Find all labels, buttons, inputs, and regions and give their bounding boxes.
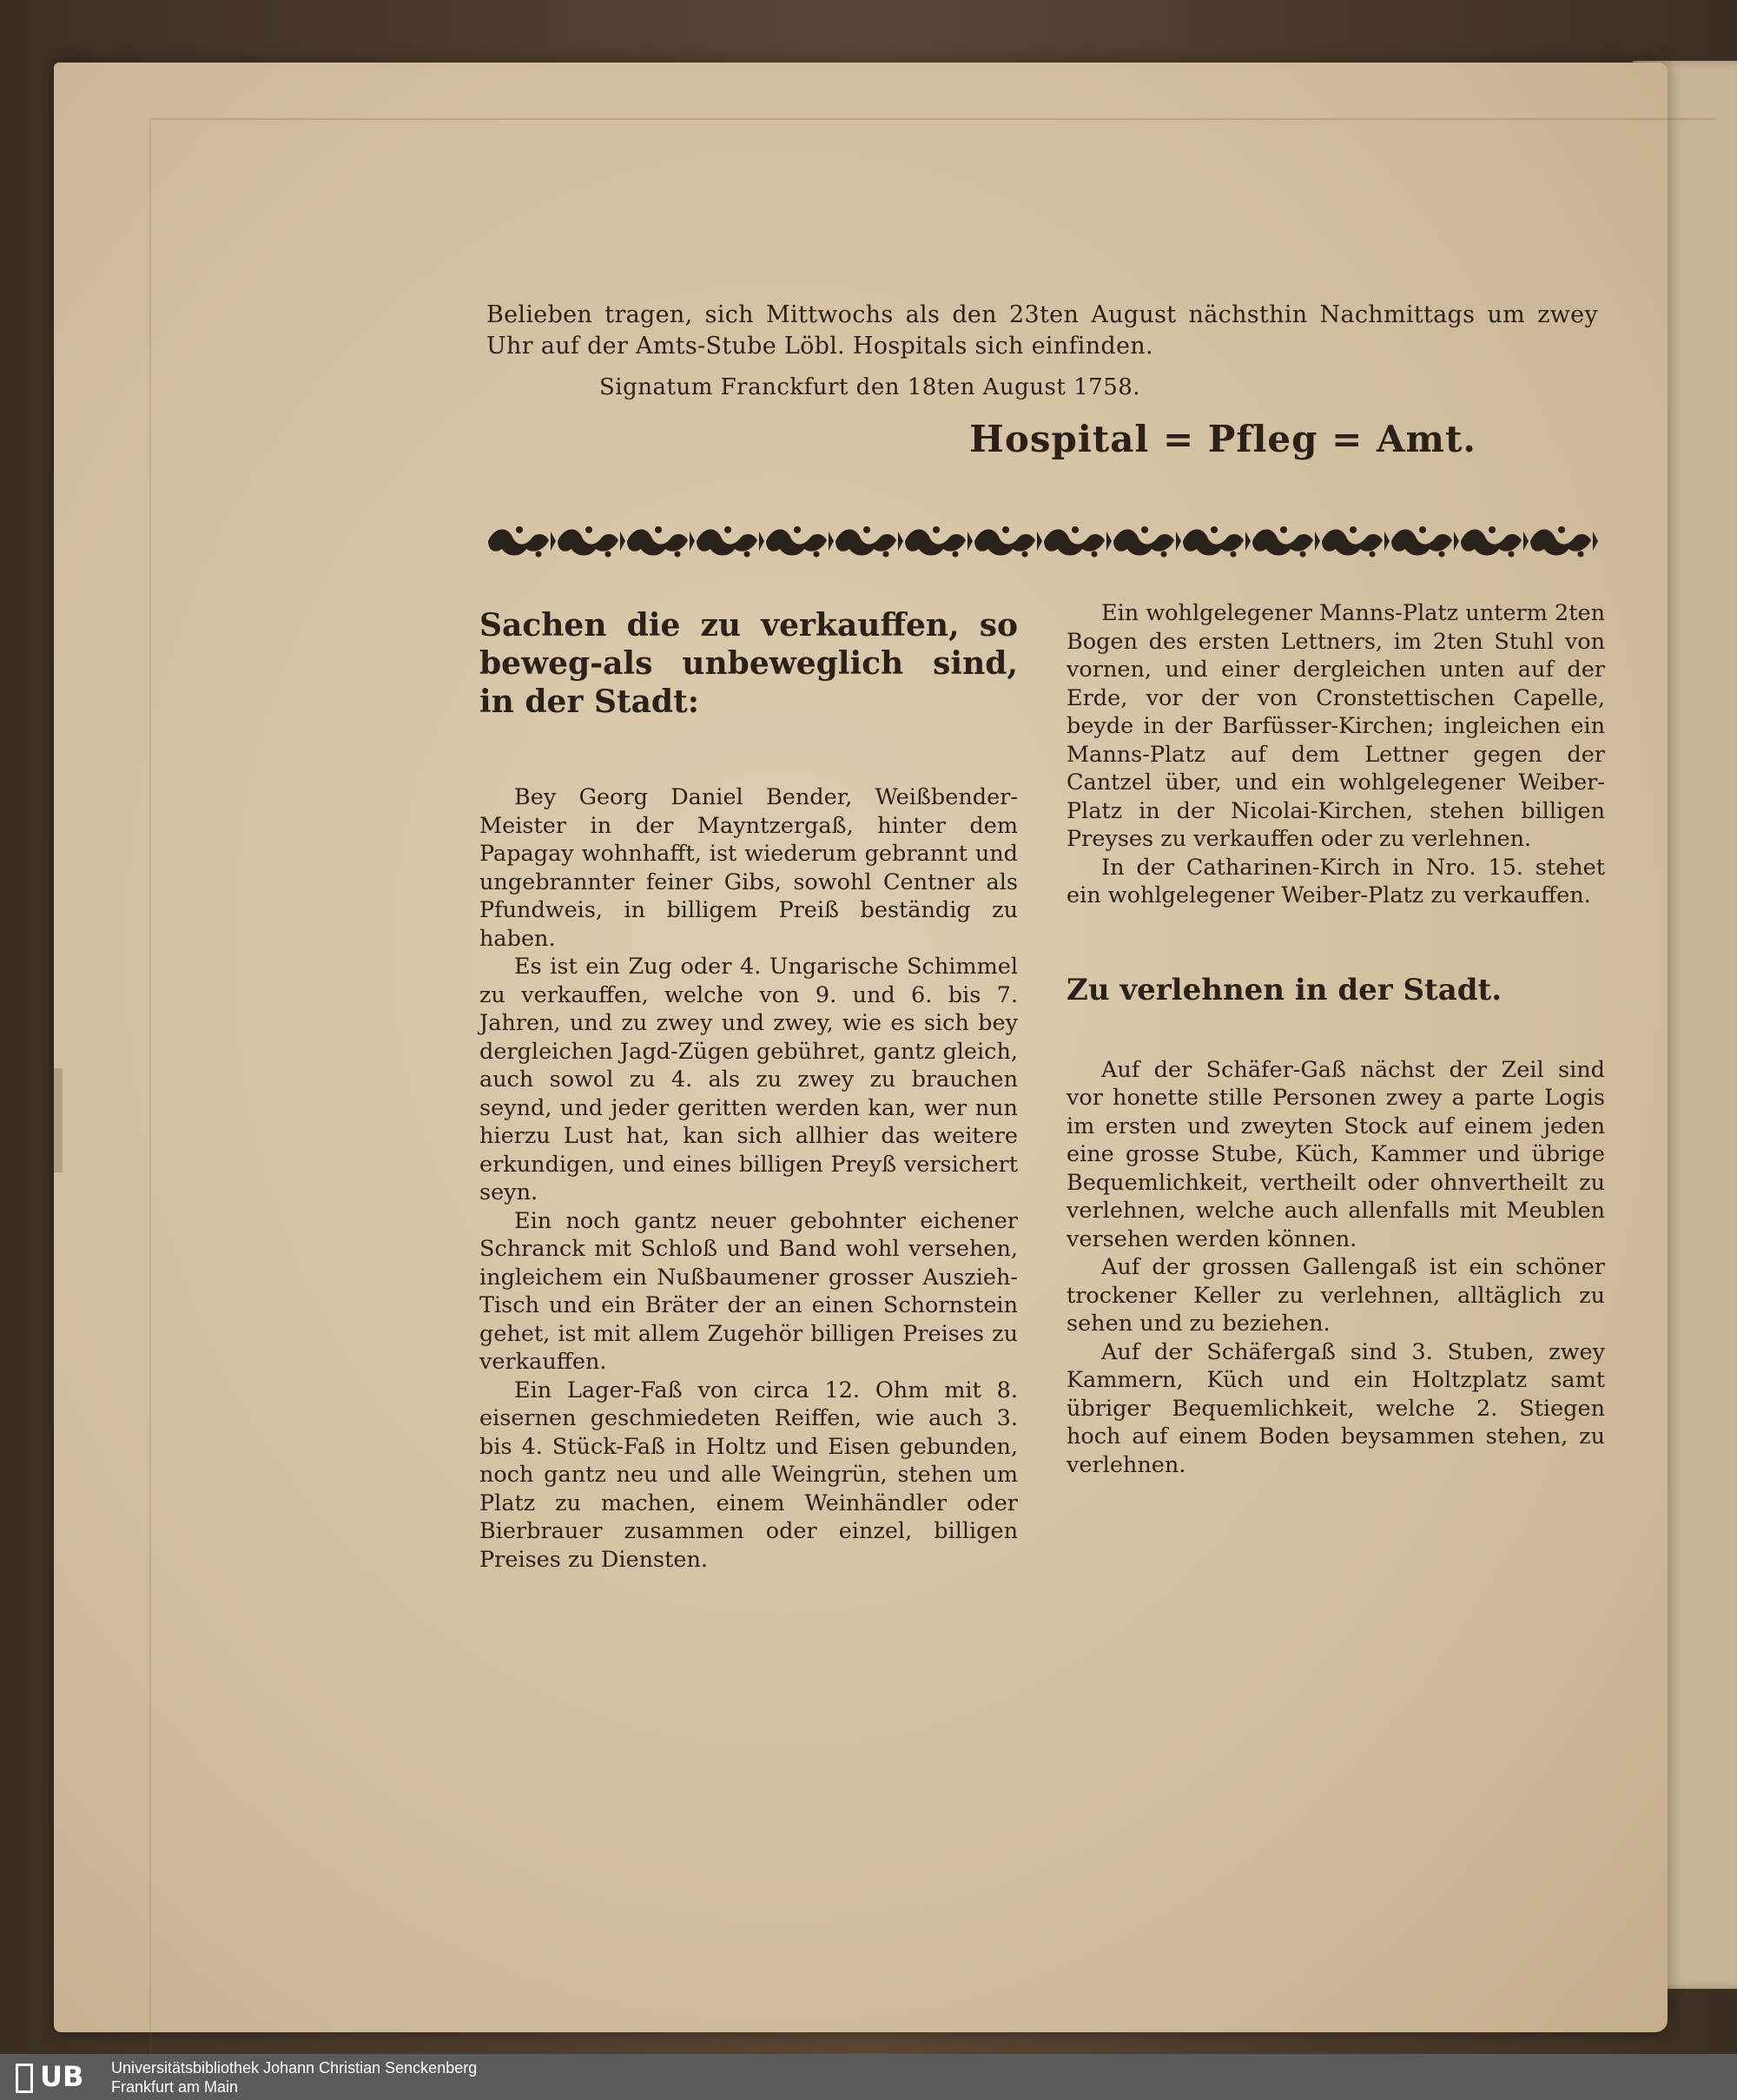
- library-footer-bar: [0, 2054, 1737, 2100]
- ad-barrels: Ein Lager-Faß von circa 12. Ohm mit 8. eisernen geschmiedeten Reiffen, wie auch 3. bis 4. Stück-Faß in Holtz und Eisen gebunden, noch gantz neu und alle Weingrün, stehen um Platz zu machen, einem Weinhändler oder Bierbrauer zusammen oder einzel, billigen Preises zu Diensten.: [479, 1377, 1018, 1573]
- ad-cellar: Auf der grossen Gallengaß ist ein schöner trockener Keller zu verlehnen, alltäglich zu sehen und zu beziehen.: [1067, 1254, 1605, 1337]
- left-column: [479, 599, 1018, 1574]
- footer-credit: [111, 2058, 477, 2097]
- page-header-text: [486, 300, 1598, 460]
- ad-lodgings: Auf der Schäfer-Gaß nächst der Zeil sind vor honette stille Personen zwey a parte Logis im ersten und zweyten Stock auf einem jeden eine grosse Stube, Küch, Kammer und übrige Bequemlichkeit, vertheilt oder ohnvertheilt zu verlehnen, welche auch allenfalls mit Meublen versehen werden können.: [1067, 1056, 1605, 1252]
- right-column: [1067, 599, 1605, 1479]
- ornament-sequence: [488, 526, 1598, 558]
- library-location: Frankfurt am Main: [111, 2078, 239, 2096]
- ad-cabinet: Ein noch gantz neuer gebohnter eichener Schranck mit Schloß und Band wohl versehen, ingleichem ein Nußbaumener grosser Auszieh-Tisch und ein Bräter der an einen Schornstein gehet, ist mit allem Zugehör billigen Preises zu verkauffen.: [479, 1207, 1018, 1375]
- ad-gypsum: Bey Georg Daniel Bender, Weißbender-Meister in der Mayntzergaß, hinter dem Papagay wohnhafft, ist wiederum gebrannt und ungebrannter feiner Gibs, sowohl Centner als Pfundweis, in billigem Preiß beständig zu haben.: [479, 784, 1018, 952]
- ad-rooms: Auf der Schäfergaß sind 3. Stuben, zwey Kammern, Küch und ein Holtzplatz samt übriger Bequemlichkeit, welche 2. Stiegen hoch auf einem Boden beysammen stehen, zu verlehnen.: [1067, 1338, 1605, 1478]
- ub-logo[interactable]: [16, 2059, 94, 2094]
- ad-church-seats: Ein wohlgelegener Manns-Platz unterm 2ten Bogen des ersten Lettners, im 2ten Stuhl von vornen, und einer dergleichen unten auf der Erde, vor der von Cronstettischen Capelle, beyde in der Barfüsser-Kirchen; ingleichen ein Manns-Platz auf dem Lettner gegen der Cantzel über, und ein wohlgelegener Weiber-Platz in der Nicolai-Kirchen, stehen billigen Preyses zu verkauffen oder zu verlehnen.: [1067, 600, 1605, 852]
- signature-line: Signatum Franckfurt den 18ten August 1758.: [599, 374, 1141, 400]
- office-name: Hospital = Pfleg = Amt.: [969, 418, 1476, 460]
- left-column-heading: Sachen die zu verkauffen, so beweg-als unbeweglich sind, in der Stadt:: [479, 607, 1018, 720]
- decorative-ornament-border: [486, 519, 1598, 563]
- ad-catharinen-seat: In der Catharinen-Kirch in Nro. 15. stehet ein wohlgelegener Weiber-Platz zu verkauffen.: [1067, 854, 1605, 908]
- ub-logo-text: UB: [40, 2060, 84, 2093]
- library-name: Universitätsbibliothek Johann Christian Senckenberg: [111, 2059, 478, 2077]
- ad-horses: Es ist ein Zug oder 4. Ungarische Schimmel zu verkauffen, welche von 9. und 6. bis 7. Jahren, und zu zwey und zwey, wie es sich bey dergleichen Jagd-Zügen gebühret, gantz gleich, auch sowol zu 4. als zu zwey zu brauchen seynd, und jeder geritten werden kan, wer nun hierzu Lust hat, kan sich allhier das weitere erkundigen, und eines billigen Preyß versichert seyn.: [479, 954, 1018, 1205]
- right-column-heading: Zu verlehnen in der Stadt.: [1067, 972, 1503, 1007]
- ub-logo-icon: [16, 2064, 33, 2093]
- intro-text: Belieben tragen, sich Mittwochs als den 23ten August nächsthin Nachmittags um zwey Uhr auf der Amts-Stube Löbl. Hospitals sich einfinden.: [486, 301, 1598, 360]
- paper-tear: [54, 1068, 63, 1172]
